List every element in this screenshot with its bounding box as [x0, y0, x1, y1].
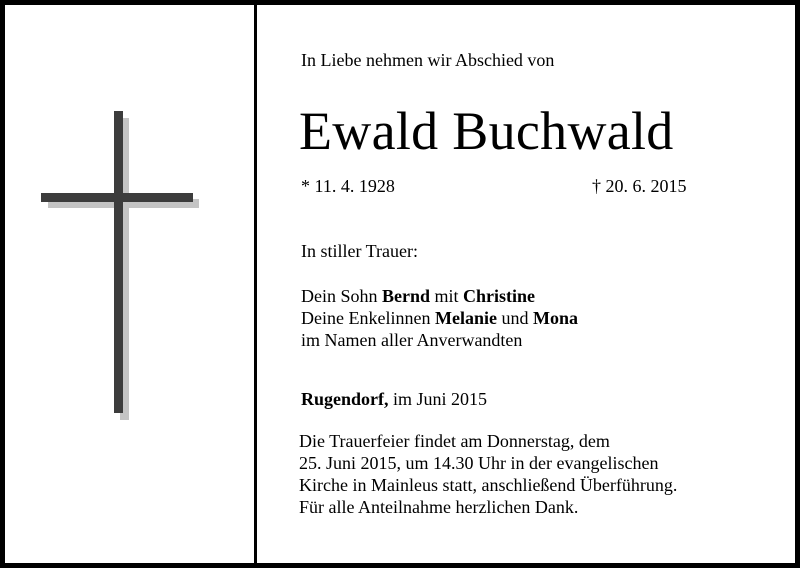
family-name: Bernd	[382, 286, 431, 306]
family-name: Mona	[532, 308, 578, 328]
service-info	[299, 430, 677, 518]
intro-text: In Liebe nehmen wir Abschied von	[301, 50, 555, 70]
family-line: Deine Enkelinnen Melanie und Mona	[301, 308, 578, 328]
service-line: Die Trauerfeier findet am Donnerstag, dem	[299, 431, 610, 451]
family-line: im Namen aller Anverwandten	[301, 330, 523, 350]
service-line: Für alle Anteilnahme herzlichen Dank.	[299, 497, 579, 517]
place-name: Rugendorf,	[301, 389, 389, 409]
family-line: Dein Sohn Bernd mit Christine	[301, 286, 536, 306]
family-list	[301, 285, 578, 351]
place-date: Rugendorf, im Juni 2015	[301, 389, 488, 409]
service-line: 25. Juni 2015, um 14.30 Uhr in der evangelischen	[299, 453, 659, 473]
family-name: Christine	[463, 286, 536, 306]
column-divider	[254, 0, 257, 568]
birth-date: * 11. 4. 1928	[301, 176, 395, 196]
family-name: Melanie	[434, 308, 497, 328]
deceased-name: Ewald Buchwald	[299, 101, 674, 161]
mourning-label: In stiller Trauer:	[301, 241, 418, 261]
service-line: Kirche in Mainleus statt, anschließend Überführung.	[299, 475, 678, 495]
death-date: † 20. 6. 2015	[592, 176, 687, 196]
cross-icon	[38, 108, 208, 428]
